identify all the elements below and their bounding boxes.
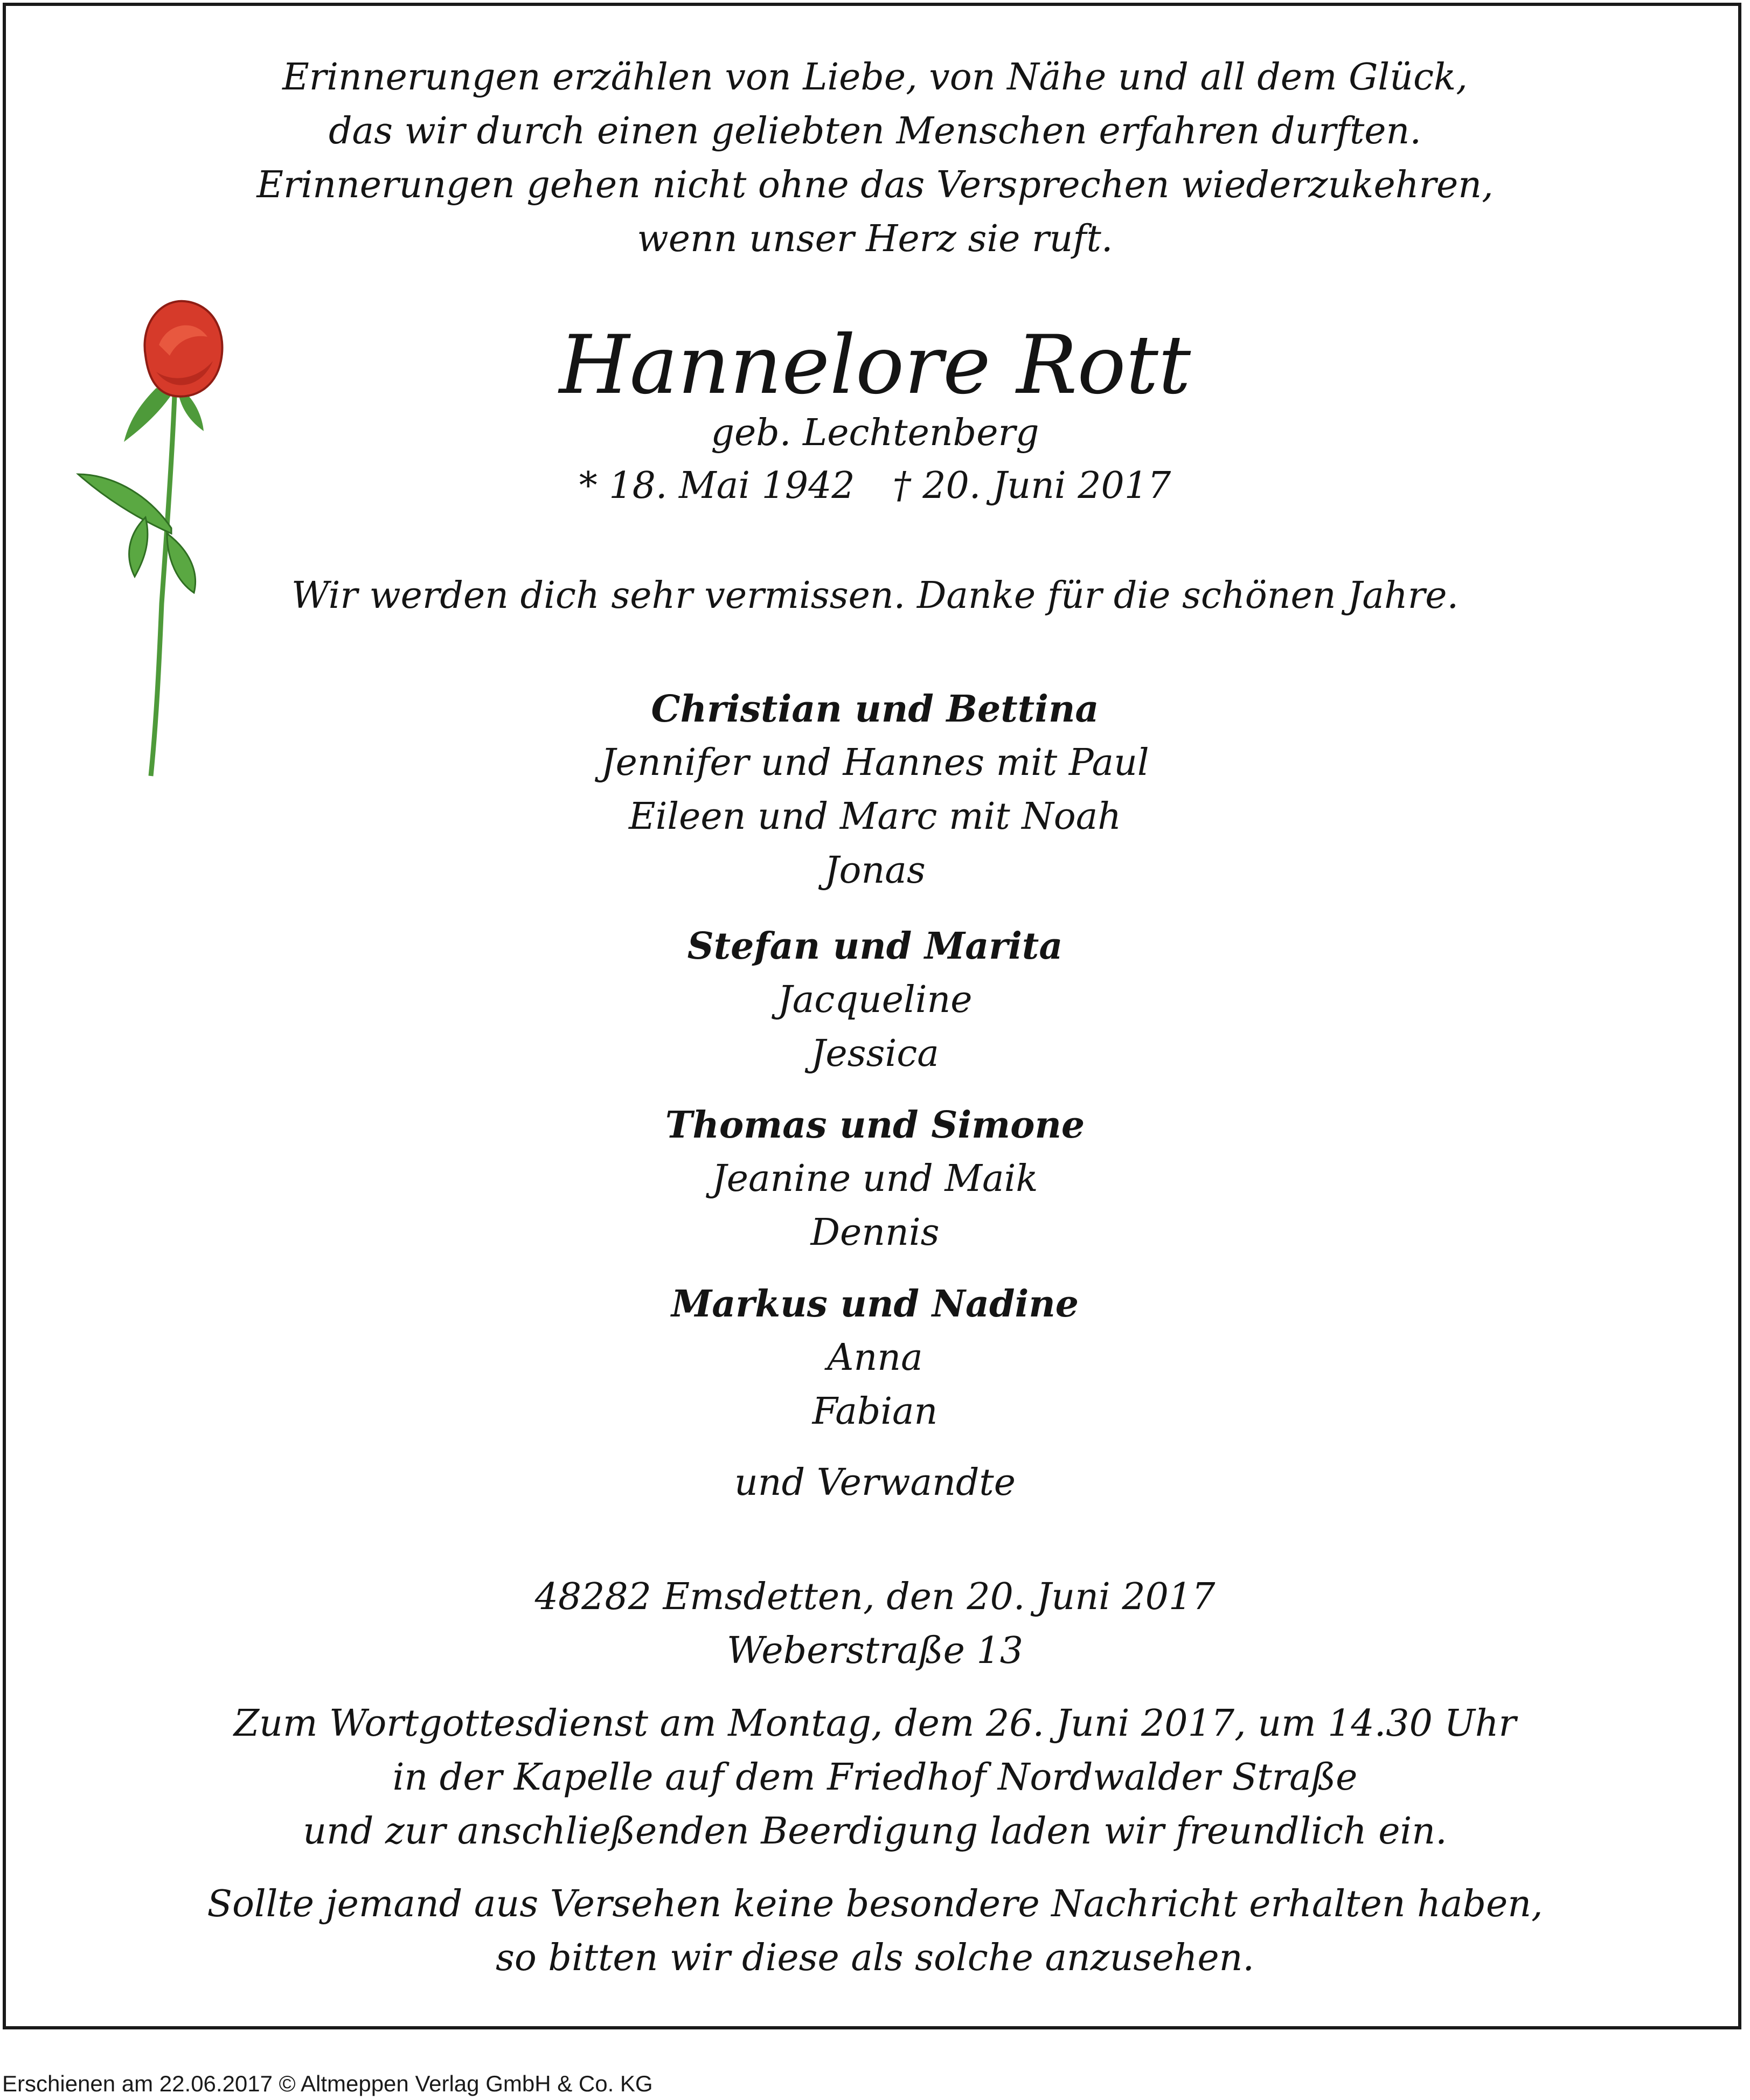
poem-line-3: Erinnerungen gehen nicht ohne das Versprechen wiederzukehren, (256, 164, 1494, 206)
family-4-head: Markus und Nadine (671, 1283, 1079, 1326)
birth-date: * 18. Mai 1942 (579, 465, 855, 507)
family-3-member: Jeanine und Maik (712, 1158, 1038, 1200)
family-2-member: Jessica (811, 1032, 939, 1075)
place-date: 48282 Emsdetten, den 20. Juni 2017 (534, 1576, 1216, 1618)
family-1-member: Jennifer und Hannes mit Paul (601, 741, 1149, 784)
family-2-head: Stefan und Marita (687, 925, 1063, 968)
relatives: und Verwandte (734, 1461, 1016, 1504)
notice-line-1: Sollte jemand aus Versehen keine besondere Nachricht erhalten haben, (207, 1883, 1543, 1925)
family-4-member: Anna (827, 1336, 923, 1379)
poem-line-4: wenn unser Herz sie ruft. (637, 218, 1113, 260)
maiden-name: geb. Lechtenberg (711, 412, 1039, 454)
service-line-1: Zum Wortgottesdienst am Montag, dem 26. Juni 2017, um 14.30 Uhr (233, 1702, 1517, 1745)
rose-leaf-left-small (129, 517, 148, 577)
family-1-member: Jonas (824, 849, 926, 892)
death-date: † 20. Juni 2017 (892, 465, 1171, 507)
street-address: Weberstraße 13 (727, 1630, 1023, 1672)
service-line-3: und zur anschließenden Beerdigung laden wir freundlich ein. (303, 1810, 1447, 1853)
life-dates (0, 465, 1750, 507)
poem-line-2: das wir durch einen geliebten Menschen erfahren durften. (329, 110, 1421, 153)
service-line-2: in der Kapelle auf dem Friedhof Nordwalder Straße (392, 1756, 1358, 1799)
farewell-message: Wir werden dich sehr vermissen. Danke für die schönen Jahre. (291, 574, 1459, 617)
family-3-head: Thomas und Simone (665, 1104, 1085, 1147)
family-1-head: Christian und Bettina (651, 688, 1099, 731)
poem-line-1: Erinnerungen erzählen von Liebe, von Nähe und all dem Glück, (282, 56, 1468, 99)
family-2-member: Jacqueline (777, 979, 973, 1021)
family-4-member: Fabian (812, 1390, 938, 1433)
deceased-name: Hannelore Rott (559, 318, 1191, 412)
family-1-member: Eileen und Marc mit Noah (628, 795, 1122, 838)
publication-footer: Erschienen am 22.06.2017 © Altmeppen Verlag GmbH & Co. KG (2, 2071, 653, 2096)
family-3-member: Dennis (810, 1211, 940, 1254)
notice-line-2: so bitten wir diese als solche anzusehen. (495, 1937, 1255, 1979)
